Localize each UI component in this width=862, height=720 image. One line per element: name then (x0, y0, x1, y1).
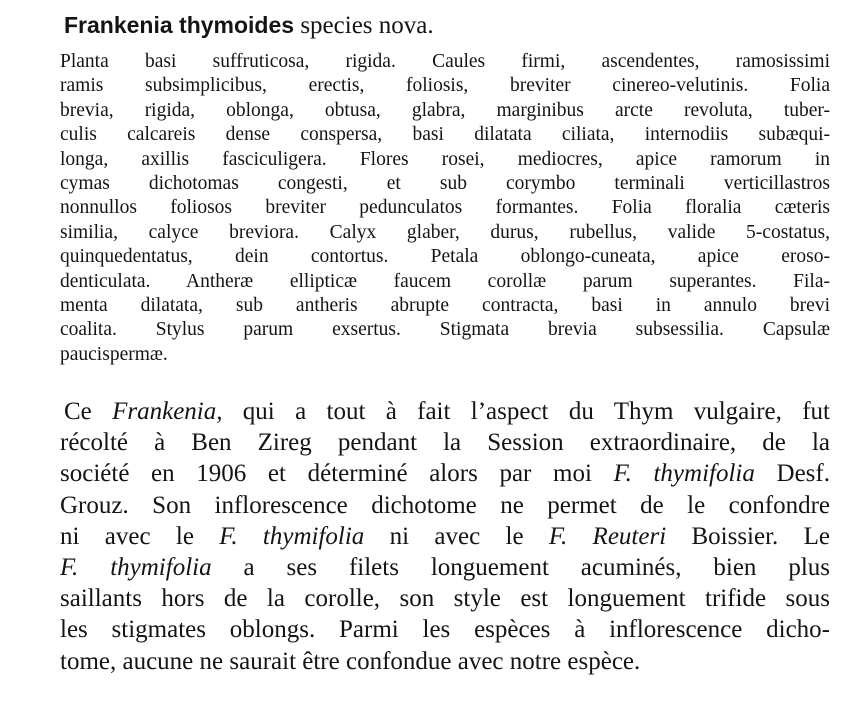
french-line: tome, aucune ne saurait être confondue avec notre espèce. (60, 647, 641, 675)
french-line: saillants hors de la corolle, son style est longuement trifide sous (60, 585, 830, 613)
french-line: récolté à Ben Zireg pendant la Session extraordinaire, de la (60, 429, 830, 457)
latin-line: denticulata. Antheræ ellipticæ faucem corollæ parum superantes. Fila- (60, 270, 830, 292)
latin-line: longa, axillis fasciculigera. Flores rosei, mediocres, apice ramorum in (60, 148, 830, 170)
latin-line: brevia, rigida, oblonga, obtusa, glabra, marginibus arcte revoluta, tuber- (60, 99, 830, 121)
text-run: ni avec le (60, 522, 220, 550)
text-run: ni avec le (364, 522, 549, 550)
text-run: Boissier. Le (666, 522, 830, 550)
text-run: qui a tout à fait l’aspect du Thym vulgaire, fut (222, 398, 830, 425)
latin-line: Planta basi suffruticosa, rigida. Caules firmi, ascendentes, ramosissimi (60, 51, 830, 72)
latin-line: paucispermæ. (60, 343, 168, 365)
genus-italic: Frankenia, (112, 398, 223, 425)
species-heading (64, 10, 434, 41)
species-italic: F. thymifolia (219, 522, 365, 550)
french-commentary (60, 396, 830, 677)
species-name: Frankenia thymoides (64, 12, 295, 38)
latin-line: nonnullos foliosos breviter pedunculatos formantes. Folia floralia cæteris (60, 197, 830, 219)
latin-line: similia, calyce breviora. Calyx glaber, durus, rubellus, valide 5-costatus, (60, 221, 830, 243)
french-line: Grouz. Son inflorescence dichotome ne permet de le confondre (60, 491, 830, 519)
species-italic: F. thymifolia (613, 460, 755, 488)
text-run: Desf. (754, 460, 830, 488)
latin-line: ramis subsimplicibus, erectis, foliosis, breviter cinereo-velutinis. Folia (60, 75, 830, 97)
french-line (60, 552, 830, 583)
french-line (60, 521, 830, 552)
latin-diagnosis (60, 50, 830, 367)
species-status: species nova. (294, 12, 434, 39)
text-run: a ses filets longuement acuminés, bien plus (211, 554, 830, 582)
french-line: les stigmates oblongs. Parmi les espèces à inflorescence dicho- (60, 616, 830, 644)
latin-line: culis calcareis dense conspersa, basi dilatata ciliata, internodiis subæqui- (60, 124, 830, 146)
text-run: société en 1906 et déterminé alors par moi (60, 460, 614, 488)
french-line (60, 458, 830, 489)
french-line (60, 396, 830, 427)
latin-line: cymas dichotomas congesti, et sub corymbo terminali verticillastros (60, 173, 830, 195)
text-run: Ce (64, 398, 113, 425)
species-italic: F. Reuteri (548, 522, 667, 550)
latin-line: menta dilatata, sub antheris abrupte contracta, basi in annulo brevi (60, 295, 830, 317)
species-italic: F. thymifolia (60, 554, 212, 582)
latin-line: coalita. Stylus parum exsertus. Stigmata brevia subsessilia. Capsulæ (60, 319, 830, 341)
latin-line: quinquedentatus, dein contortus. Petala oblongo-cuneata, apice eroso- (60, 246, 830, 268)
